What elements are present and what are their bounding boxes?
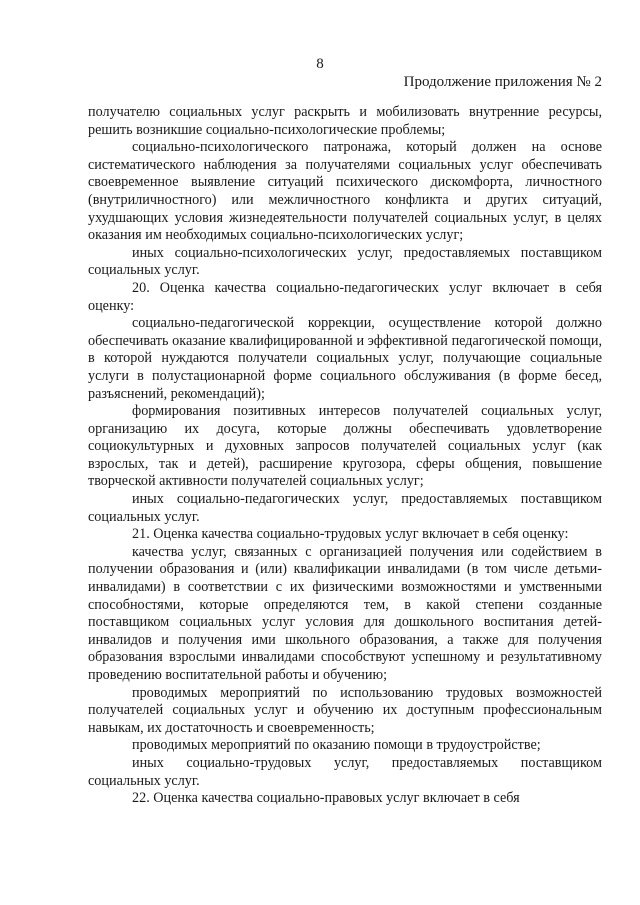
paragraph: проводимых мероприятий по оказанию помощи в трудоустройстве; (132, 737, 541, 754)
paragraph: иных социально-педагогических услуг, предоставляемых поставщиком социальных услуг. (88, 491, 602, 525)
paragraph: качества услуг, связанных с организацией получения или содействием в получении образования и (или) квалификации инвалидами (в том числе детьми-инвалидами) в соответствии с их физическими возможностями и умственными способностями, которые определяются тем, в какой степени созданные поставщиком социальных услуг условия для дошкольного воспитания детей-инвалидов и получения ими школьного образования, а также для получения образования взрослыми инвалидами способствуют успешному и результативному проведению воспитательной работы и обучению; (88, 543, 602, 683)
paragraph: проводимых мероприятий по использованию трудовых возможностей получателей социальных услуг и обучению их доступным профессиональным навыкам, их достаточность и своевременность; (88, 684, 602, 736)
page-number: 8 (316, 56, 324, 72)
appendix-continuation-label: Продолжение приложения № 2 (403, 74, 602, 90)
document-body (88, 104, 602, 808)
paragraph: формирования позитивных интересов получателей социальных услуг, организацию их досуга, которые должны обеспечивать удовлетворение социокультурных и духовных запросов получателей социальных услуг (как взрослых, так и детей), расширение кругозора, сферы общения, повышение творческой активности получателей социальных услуг; (88, 403, 602, 490)
paragraph: социально-педагогической коррекции, осуществление которой должно обеспечивать оказание квалифицированной и эффективной педагогической помощи, в которой нуждаются получатели социальных услуг, получающие социальные услуги в полустационарной форме социального обслуживания (в форме бесед, разъяснений, рекомендаций); (88, 315, 602, 402)
paragraph: 21. Оценка качества социально-трудовых услуг включает в себя оценку: (132, 526, 569, 543)
paragraph: социально-психологического патронажа, который должен на основе систематического наблюдения за получателями социальных услуг обеспечивать своевременное выявление ситуаций психического дискомфорта, личностного (внутриличностного) или межличностного конфликта и других ситуаций, ухудшающих условия жизнедеятельности получателей социальных услуг, в целях оказания им необходимых социально-психологических услуг; (88, 139, 602, 244)
paragraph: 20. Оценка качества социально-педагогических услуг включает в себя оценку: (88, 279, 602, 314)
paragraph: 22. Оценка качества социально-правовых услуг включает в себя (132, 790, 520, 807)
paragraph: иных социально-психологических услуг, предоставляемых поставщиком социальных услуг. (88, 244, 602, 279)
paragraph: иных социально-трудовых услуг, предоставляемых поставщиком социальных услуг. (88, 754, 602, 789)
paragraph: получателю социальных услуг раскрыть и мобилизовать внутренние ресурсы, решить возникшие социально-психологические проблемы; (88, 104, 602, 138)
